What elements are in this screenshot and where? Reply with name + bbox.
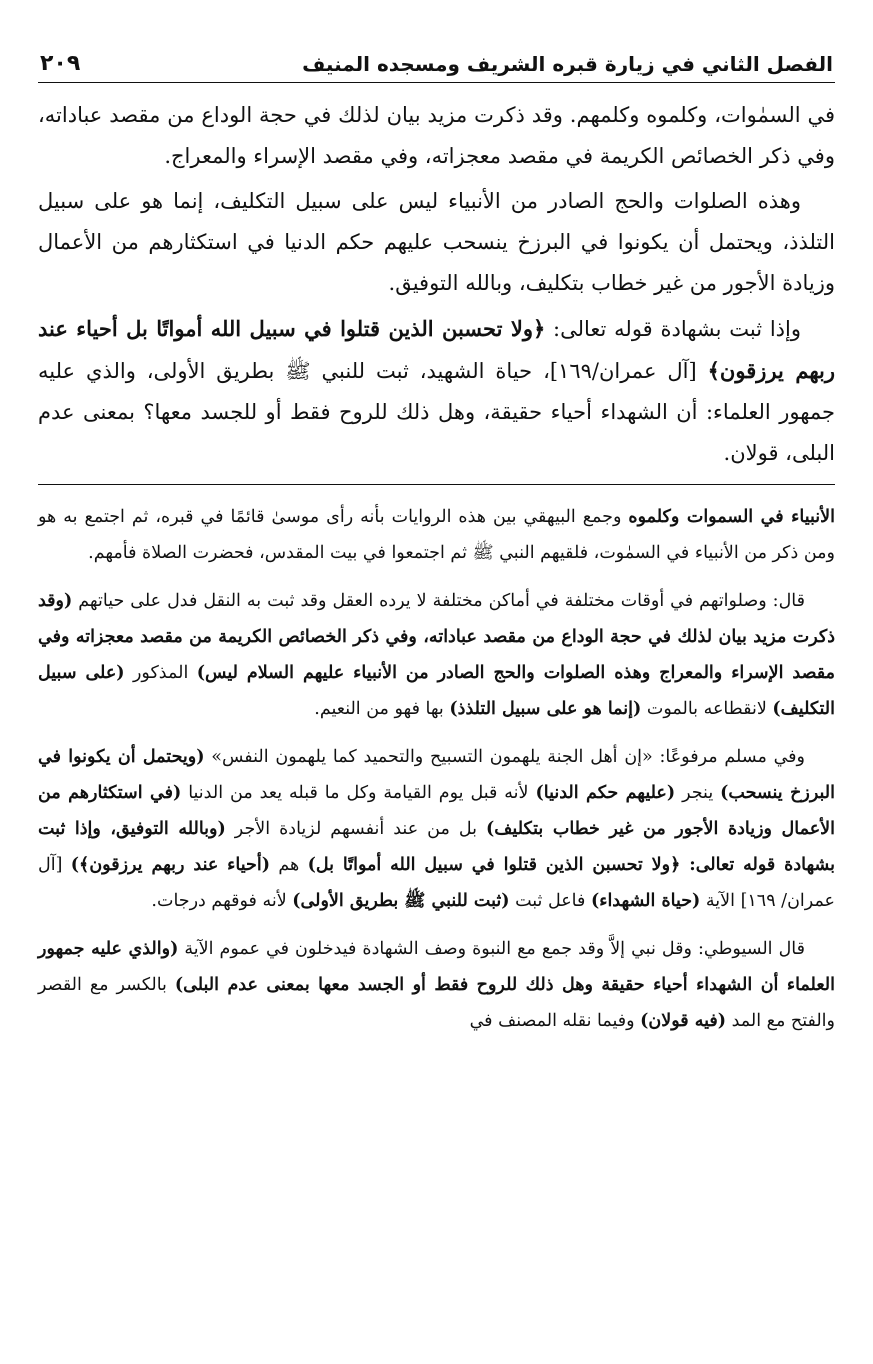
page-header (38, 40, 835, 83)
footnote-divider (38, 484, 835, 485)
commentary-notes (38, 499, 835, 1039)
note-2 (38, 583, 835, 727)
note-3-text-5: هم (270, 855, 308, 875)
note-4-text-3: وفيما نقله المصنف في (469, 1011, 641, 1031)
note-3-bold-4: (وبالله التوفيق، وإذا ثبت بشهادة قوله تعالى: ﴿ولا تحسبن الذين قتلوا في سبيل الله أمواتًا بل) (38, 819, 836, 875)
note-3-bold-5: (أحياء عند ربهم يرزقون﴾) (70, 855, 270, 875)
page-number: ٢٠٩ (40, 51, 81, 76)
note-3-bold-7: (ثبت للنبي ﷺ بطريق الأولى) (292, 891, 510, 911)
chapter-title: الفصل الثاني في زيارة قبره الشريف ومسجده المنيف (302, 52, 833, 76)
note-2-bold-1: (وقد ذكرت مزيد بيان لذلك في حجة الوداع من مقصد عباداته، وفي ذكر الخصائص الكريمة من مقصد معجزاته وفي مقصد الإسراء والمعراج وهذه الصلوات والحج الصادر من الأنبياء عليهم السلام ليس) (38, 591, 835, 683)
note-3-text-1: وفي مسلم مرفوعًا: «إن أهل الجنة يلهمون التسبيح والتحميد كما يلهمون النفس» (204, 747, 805, 767)
note-2-text-2: المذكور (124, 663, 197, 683)
note-4 (38, 931, 835, 1039)
main-paragraph-1: في السمٰوات، وكلموه وكلمهم. وقد ذكرت مزيد بيان لذلك في حجة الوداع من مقصد عباداته، وفي ذكر الخصائص الكريمة في مقصد معجزاته، وفي مقصد الإسراء والمعراج. (38, 103, 835, 168)
main-paragraph-3-intro: وإذا ثبت بشهادة قوله تعالى: (545, 317, 802, 341)
note-3-text-2: ينجر (675, 783, 721, 803)
main-paragraph-3 (38, 308, 835, 474)
note-3-text-3: لأنه قبل يوم القيامة وكل ما قبله يعد من الدنيا (181, 783, 536, 803)
main-paragraph-2: وهذه الصلوات والحج الصادر من الأنبياء ليس على سبيل التكليف، إنما هو على سبيل التلذذ، ويحتمل أن يكونوا في البرزخ ينسحب عليهم حكم الدنيا في استكثارهم من الأعمال وزيادة الأجور من غير خطاب بتكليف، وبالله التوفيق. (38, 189, 835, 295)
note-2-bold-3: (إنما هو على سبيل التلذذ) (449, 699, 642, 719)
note-4-text-1: قال السيوطي: وقل نبي إلاَّ وقد جمع مع النبوة وصف الشهادة فيدخلون في عموم الآية (178, 939, 805, 959)
note-2-text-1: قال: وصلواتهم في أوقات مختلفة في أماكن مختلفة لا يرده العقل وقد ثبت به النقل فدل على حياتهم (72, 591, 805, 611)
note-3-bold-1: (ويحتمل أن يكونوا في البرزخ ينسحب) (38, 747, 836, 803)
note-3-text-6: [آل عمران/ ١٦٩] الآية (38, 855, 835, 911)
note-3-text-4: بل من عند أنفسهم لزيادة الأجر (225, 819, 487, 839)
note-4-bold-1: (والذي عليه جمهور العلماء أن الشهداء أحياء حقيقة وهل ذلك للروح فقط أو الجسد معها بمعنى عدم البلى) (38, 939, 835, 995)
note-3-bold-6: (حياة الشهداء) (590, 891, 701, 911)
note-4-bold-2: (فيه قولان) (640, 1011, 727, 1031)
main-text (38, 95, 835, 474)
note-4-text-2: بالكسر مع القصر والفتح مع المد (38, 975, 835, 1031)
main-paragraph-3-rest: [آل عمران/١٦٩]، حياة الشهيد، ثبت للنبي ﷺ بطريق الأولى، والذي عليه جمهور العلماء: أن الشهداء أحياء حقيقة، وهل ذلك للروح فقط أو للجسد معها؟ بمعنى عدم البلى، قولان. (38, 359, 835, 465)
note-3-text-7: فاعل ثبت (509, 891, 591, 911)
book-page (38, 40, 835, 1324)
note-1-bold-1: الأنبياء في السموات وكلموه (628, 507, 835, 527)
note-3-bold-3: (في استكثارهم من الأعمال وزيادة الأجور من غير خطاب بتكليف) (38, 783, 835, 839)
note-2-text-4: بها فهو من النعيم. (314, 699, 450, 719)
quran-verse: ﴿ولا تحسبن الذين قتلوا في سبيل الله أمواتًا بل أحياء عند ربهم يرزقون﴾ (38, 316, 836, 383)
note-2-bold-2: (على سبيل التكليف) (38, 663, 835, 719)
note-2-text-3: لانقطاعه بالموت (641, 699, 773, 719)
note-3 (38, 739, 835, 919)
note-3-bold-2: (عليهم حكم الدنيا) (535, 783, 676, 803)
note-1-text-1: وجمع البيهقي بين هذه الروايات بأنه رأى موسىٰ قائمًا في قبره، ثم اجتمع به هو ومن ذكر من الأنبياء في السمٰوت، فلقيهم النبي ﷺ ثم اجتمعوا في بيت المقدس، فحضرت الصلاة فأمهم. (38, 507, 835, 563)
note-3-text-8: لأنه فوقهم درجات. (151, 891, 293, 911)
note-1 (38, 499, 835, 571)
